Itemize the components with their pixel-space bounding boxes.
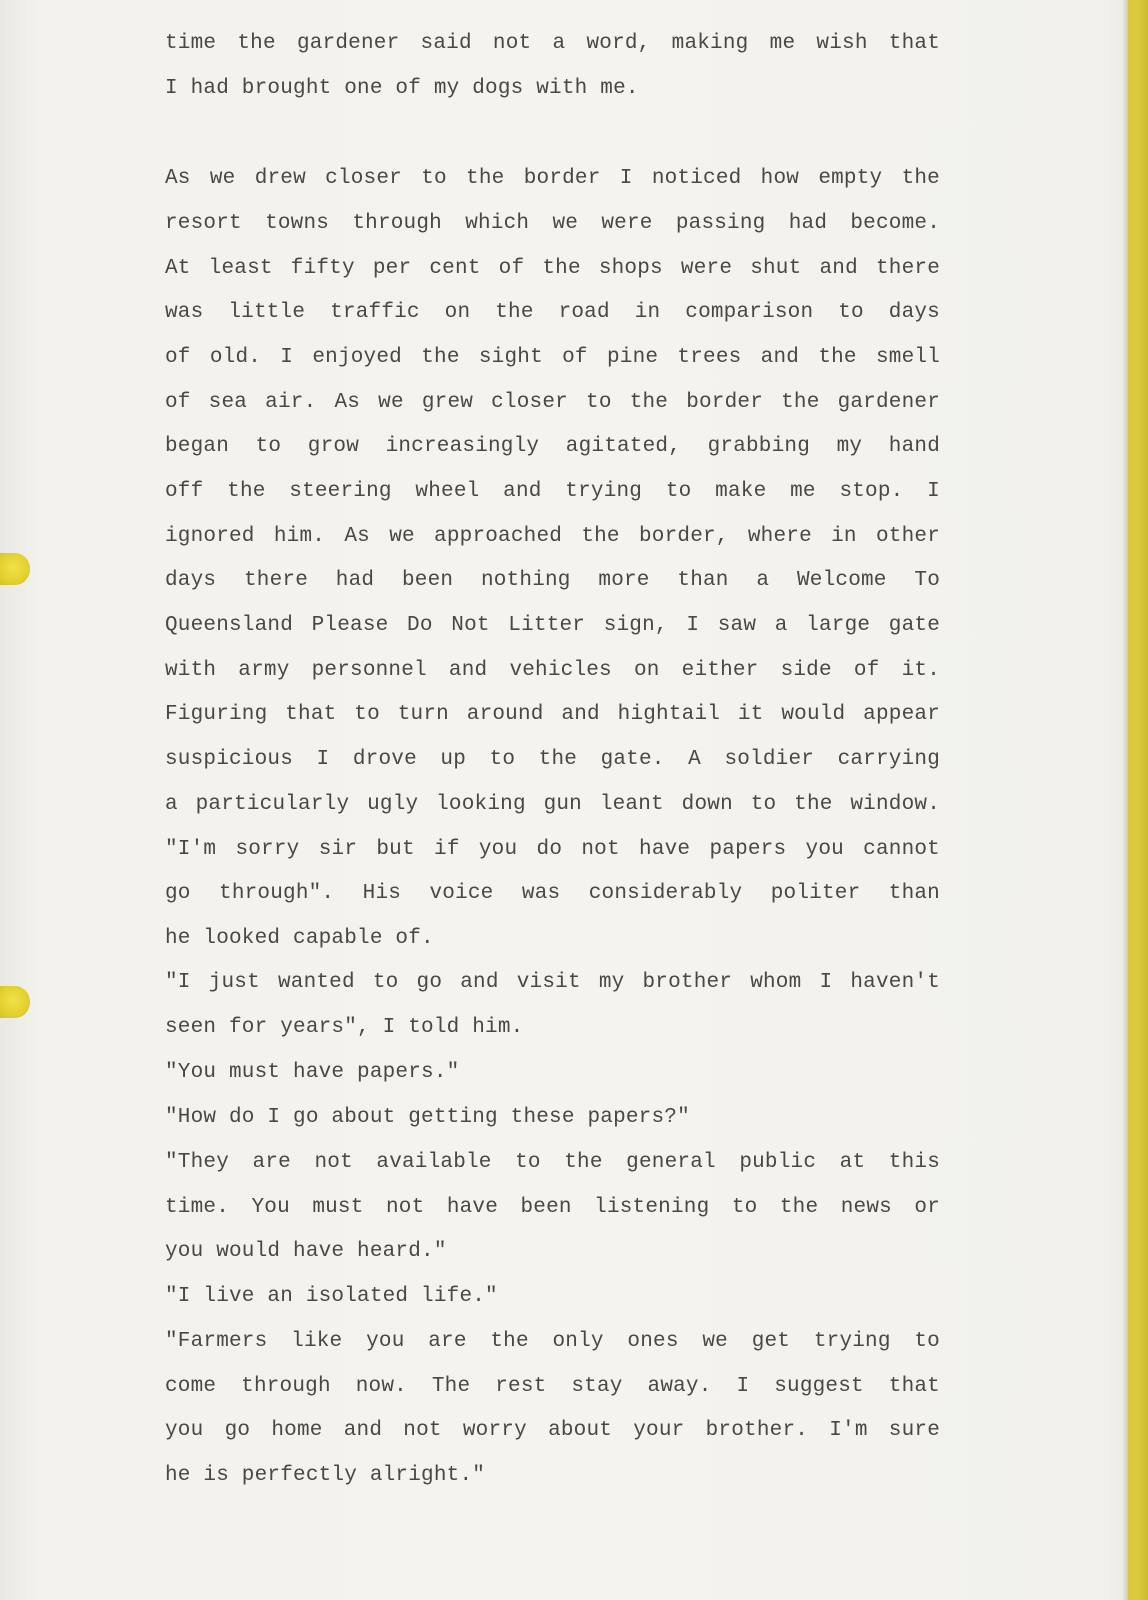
typed-line: off the steering wheel and trying to make me stop. I	[165, 480, 940, 503]
typed-line: ignored him. As we approached the border, where in other	[165, 525, 940, 548]
typed-line: "They are not available to the general public at this	[165, 1151, 940, 1174]
typed-line: began to grow increasingly agitated, grabbing my hand	[165, 435, 940, 458]
typed-line: Queensland Please Do Not Litter sign, I saw a large gate	[165, 614, 940, 637]
typed-line: a particularly ugly looking gun leant down to the window.	[165, 793, 940, 816]
typed-line: with army personnel and vehicles on either side of it.	[165, 659, 940, 682]
typed-line: "How do I go about getting these papers?"	[165, 1106, 690, 1129]
yellow-folder-edge	[1128, 0, 1148, 1600]
typed-line: come through now. The rest stay away. I suggest that	[165, 1375, 940, 1398]
typed-line: "You must have papers."	[165, 1061, 460, 1084]
typed-line: suspicious I drove up to the gate. A soldier carrying	[165, 748, 940, 771]
typed-line: Figuring that to turn around and hightail it would appear	[165, 703, 940, 726]
typed-line: "Farmers like you are the only ones we get trying to	[165, 1330, 940, 1353]
typed-line: go through". His voice was considerably politer than	[165, 882, 940, 905]
typed-line: "I live an isolated life."	[165, 1285, 498, 1308]
typed-line: you go home and not worry about your brother. I'm sure	[165, 1419, 940, 1442]
typed-line: days there had been nothing more than a Welcome To	[165, 569, 940, 592]
typed-line: he looked capable of.	[165, 927, 434, 950]
typed-line: resort towns through which we were passing had become.	[165, 212, 940, 235]
typed-line: was little traffic on the road in comparison to days	[165, 301, 940, 324]
typed-line: As we drew closer to the border I noticed how empty the	[165, 167, 940, 190]
punch-hole-marker-bottom	[0, 986, 30, 1018]
typed-line: of sea air. As we grew closer to the border the gardener	[165, 391, 940, 414]
typed-line: "I just wanted to go and visit my brother whom I haven't	[165, 971, 940, 994]
typed-line: you would have heard."	[165, 1240, 447, 1263]
typed-line: seen for years", I told him.	[165, 1016, 524, 1039]
typed-line: I had brought one of my dogs with me.	[165, 77, 639, 100]
typed-line: time. You must not have been listening to the news or	[165, 1196, 940, 1219]
typed-line: he is perfectly alright."	[165, 1464, 486, 1487]
typed-line: time the gardener said not a word, making me wish that	[165, 32, 940, 55]
typed-line: At least fifty per cent of the shops were shut and there	[165, 257, 940, 280]
punch-hole-marker-top	[0, 553, 30, 585]
typed-line: "I'm sorry sir but if you do not have papers you cannot	[165, 838, 940, 861]
typed-line: of old. I enjoyed the sight of pine trees and the smell	[165, 346, 940, 369]
